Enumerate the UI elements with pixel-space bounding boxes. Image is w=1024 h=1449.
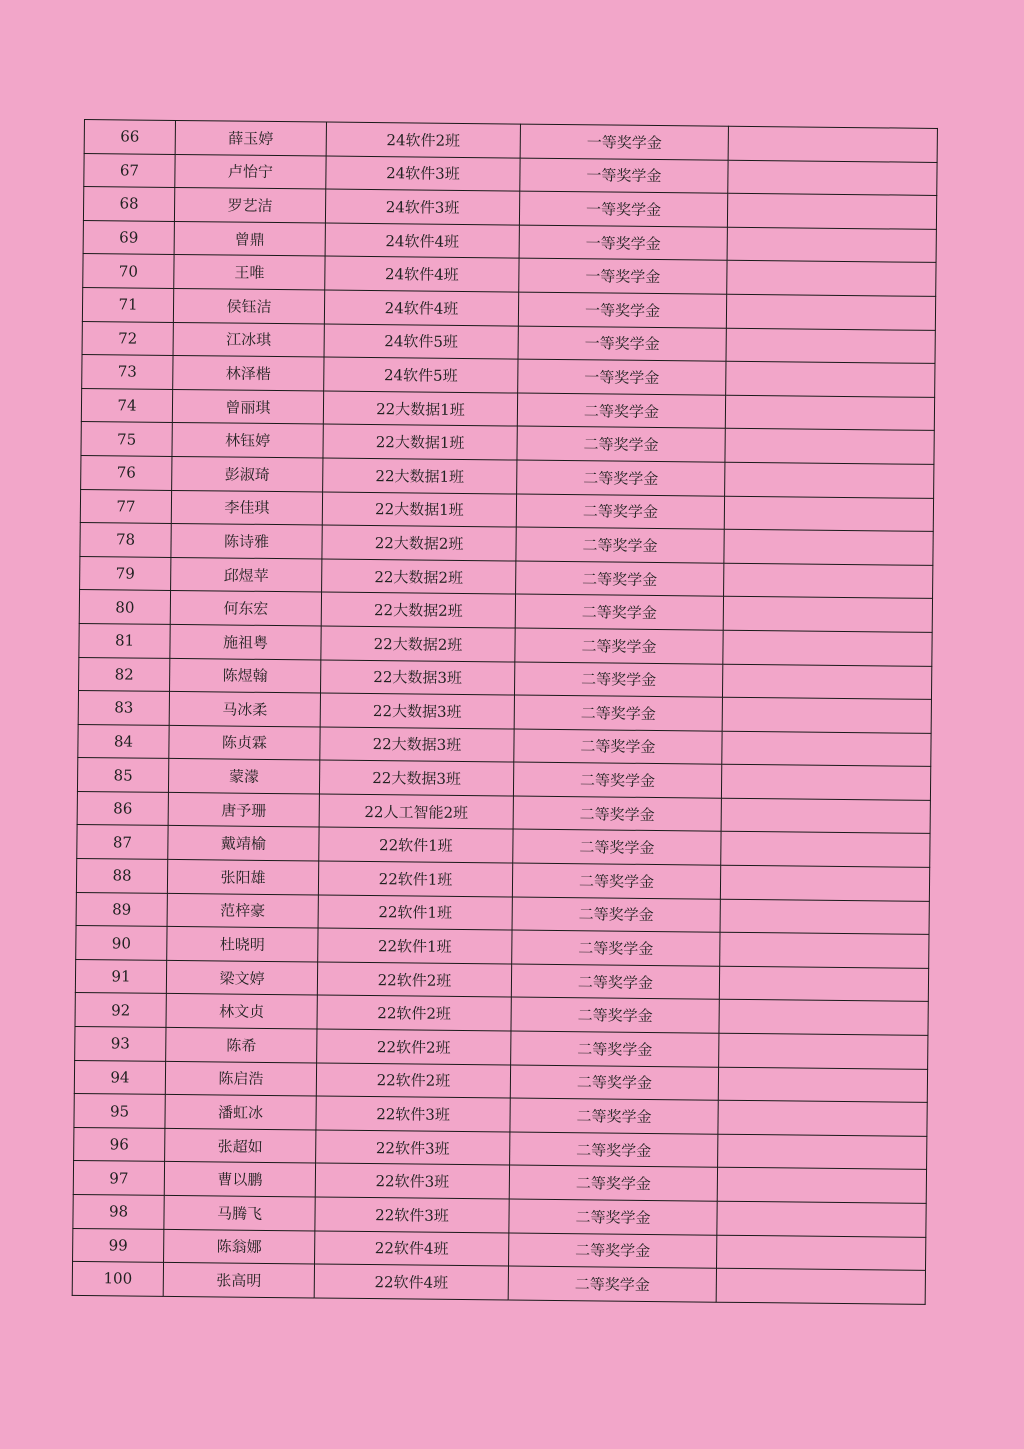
award-type: 二等奖学金 — [514, 695, 722, 731]
row-number: 80 — [79, 590, 170, 625]
remark-cell — [717, 1168, 926, 1204]
class-name: 24软件4班 — [325, 256, 519, 292]
remark-cell — [716, 1235, 925, 1271]
student-name: 张高明 — [163, 1263, 314, 1298]
remark-cell — [724, 529, 933, 565]
student-name: 王唯 — [174, 255, 325, 290]
award-type: 二等奖学金 — [510, 1132, 718, 1168]
class-name: 22软件3班 — [315, 1197, 509, 1233]
award-type: 二等奖学金 — [513, 762, 721, 798]
remark-cell — [722, 731, 931, 767]
student-name: 薛玉婷 — [175, 120, 326, 155]
award-type: 一等奖学金 — [518, 359, 726, 395]
remark-cell — [720, 865, 929, 901]
row-number: 72 — [82, 321, 173, 356]
student-name: 范梓豪 — [167, 893, 318, 928]
row-number: 96 — [74, 1127, 165, 1162]
student-name: 蒙濛 — [168, 759, 319, 794]
row-number: 68 — [83, 187, 174, 222]
remark-cell — [719, 1000, 928, 1036]
award-type: 二等奖学金 — [512, 930, 720, 966]
remark-cell — [718, 1100, 927, 1136]
remark-cell — [727, 193, 936, 229]
student-name: 林文贞 — [166, 994, 317, 1029]
remark-cell — [722, 697, 931, 733]
student-name: 何东宏 — [170, 591, 321, 626]
student-name: 侯钰洁 — [173, 288, 324, 323]
remark-cell — [719, 1033, 928, 1069]
row-number: 99 — [73, 1228, 164, 1263]
class-name: 22软件3班 — [315, 1163, 509, 1199]
remark-cell — [723, 597, 932, 633]
class-name: 24软件5班 — [324, 357, 518, 393]
remark-cell — [717, 1201, 926, 1237]
student-name: 杜晓明 — [167, 927, 318, 962]
award-type: 二等奖学金 — [511, 1031, 719, 1067]
award-type: 二等奖学金 — [509, 1233, 717, 1269]
row-number: 93 — [75, 1026, 166, 1061]
remark-cell — [728, 126, 937, 162]
class-name: 22软件1班 — [319, 827, 513, 863]
student-name: 施祖粤 — [170, 624, 321, 659]
student-name: 彭淑琦 — [172, 456, 323, 491]
class-name: 22软件2班 — [316, 1063, 510, 1099]
remark-cell — [719, 966, 928, 1002]
remark-cell — [726, 361, 935, 397]
row-number: 87 — [77, 825, 168, 860]
remark-cell — [727, 227, 936, 263]
remark-cell — [725, 462, 934, 498]
student-name: 戴靖榆 — [168, 826, 319, 861]
class-name: 22大数据1班 — [322, 492, 516, 528]
remark-cell — [726, 294, 935, 330]
student-name: 潘虹冰 — [165, 1095, 316, 1130]
row-number: 88 — [76, 859, 167, 894]
award-table-container — [72, 119, 932, 1305]
award-type: 二等奖学金 — [514, 662, 722, 698]
award-type: 二等奖学金 — [509, 1165, 717, 1201]
remark-cell — [721, 832, 930, 868]
remark-cell — [728, 160, 937, 196]
remark-cell — [725, 395, 934, 431]
class-name: 22软件1班 — [318, 928, 512, 964]
award-type: 一等奖学金 — [519, 225, 727, 261]
class-name: 22软件2班 — [317, 995, 511, 1031]
row-number: 90 — [76, 926, 167, 961]
award-type: 一等奖学金 — [518, 326, 726, 362]
student-name: 梁文婷 — [166, 960, 317, 995]
class-name: 22软件1班 — [318, 895, 512, 931]
class-name: 22大数据2班 — [321, 626, 515, 662]
row-number: 73 — [82, 355, 173, 390]
class-name: 24软件2班 — [326, 122, 520, 158]
student-name: 陈煜翰 — [170, 658, 321, 693]
remark-cell — [716, 1268, 925, 1304]
student-name: 张超如 — [165, 1128, 316, 1163]
student-name: 曾鼎 — [174, 221, 325, 256]
class-name: 22大数据2班 — [322, 559, 516, 595]
student-name: 张阳雄 — [167, 859, 318, 894]
remark-cell — [720, 932, 929, 968]
award-type: 二等奖学金 — [515, 628, 723, 664]
class-name: 22人工智能2班 — [319, 794, 513, 830]
award-type: 二等奖学金 — [511, 997, 719, 1033]
award-type: 一等奖学金 — [518, 292, 726, 328]
award-type: 二等奖学金 — [513, 796, 721, 832]
class-name: 24软件3班 — [325, 189, 519, 225]
award-type: 二等奖学金 — [516, 527, 724, 563]
row-number: 74 — [81, 388, 172, 423]
row-number: 91 — [75, 959, 166, 994]
remark-cell — [726, 328, 935, 364]
student-name: 邱煜苹 — [171, 557, 322, 592]
remark-cell — [720, 899, 929, 935]
award-type: 二等奖学金 — [510, 1065, 718, 1101]
row-number: 89 — [76, 892, 167, 927]
remark-cell — [727, 261, 936, 297]
student-name: 江冰琪 — [173, 322, 324, 357]
award-type: 一等奖学金 — [519, 258, 727, 294]
student-name: 陈希 — [166, 1027, 317, 1062]
remark-cell — [723, 630, 932, 666]
award-type: 一等奖学金 — [519, 191, 727, 227]
award-type: 二等奖学金 — [513, 830, 721, 866]
award-type: 二等奖学金 — [517, 393, 725, 429]
award-type: 二等奖学金 — [508, 1266, 716, 1302]
row-number: 92 — [75, 993, 166, 1028]
award-type: 二等奖学金 — [516, 494, 724, 530]
class-name: 24软件4班 — [325, 223, 519, 259]
award-type: 二等奖学金 — [512, 897, 720, 933]
remark-cell — [724, 563, 933, 599]
class-name: 22大数据3班 — [319, 760, 513, 796]
student-name: 卢怡宁 — [175, 154, 326, 189]
row-number: 98 — [73, 1194, 164, 1229]
row-number: 77 — [80, 489, 171, 524]
row-number: 75 — [81, 422, 172, 457]
row-number: 84 — [78, 724, 169, 759]
remark-cell — [724, 496, 933, 532]
class-name: 24软件4班 — [324, 290, 518, 326]
remark-cell — [725, 429, 934, 465]
student-name: 李佳琪 — [171, 490, 322, 525]
class-name: 22软件1班 — [318, 861, 512, 897]
row-number: 82 — [79, 657, 170, 692]
class-name: 22大数据2班 — [321, 592, 515, 628]
award-type: 二等奖学金 — [515, 594, 723, 630]
row-number: 94 — [74, 1060, 165, 1095]
award-type: 一等奖学金 — [520, 124, 728, 160]
row-number: 69 — [83, 220, 174, 255]
award-table — [72, 119, 938, 1305]
row-number: 70 — [83, 254, 174, 289]
student-name: 陈诗雅 — [171, 524, 322, 559]
class-name: 22软件4班 — [314, 1264, 508, 1300]
award-type: 二等奖学金 — [512, 863, 720, 899]
class-name: 22大数据3班 — [320, 727, 514, 763]
row-number: 71 — [82, 287, 173, 322]
class-name: 22大数据2班 — [322, 525, 516, 561]
row-number: 86 — [77, 791, 168, 826]
student-name: 马腾飞 — [164, 1195, 315, 1230]
award-type: 一等奖学金 — [520, 158, 728, 194]
class-name: 22软件4班 — [315, 1231, 509, 1267]
award-type: 二等奖学金 — [514, 729, 722, 765]
student-name: 陈翁娜 — [164, 1229, 315, 1264]
row-number: 83 — [78, 691, 169, 726]
remark-cell — [721, 764, 930, 800]
award-type: 二等奖学金 — [517, 460, 725, 496]
student-name: 马冰柔 — [169, 692, 320, 727]
row-number: 97 — [73, 1161, 164, 1196]
student-name: 林钰婷 — [172, 423, 323, 458]
award-type: 二等奖学金 — [517, 426, 725, 462]
award-type: 二等奖学金 — [511, 964, 719, 1000]
award-type: 二等奖学金 — [516, 561, 724, 597]
row-number: 66 — [84, 120, 175, 155]
student-name: 陈贞霖 — [169, 725, 320, 760]
remark-cell — [722, 664, 931, 700]
student-name: 罗艺洁 — [174, 188, 325, 223]
student-name: 陈启浩 — [165, 1061, 316, 1096]
row-number: 100 — [72, 1262, 163, 1297]
remark-cell — [721, 798, 930, 834]
class-name: 22软件2班 — [317, 1029, 511, 1065]
class-name: 22大数据1班 — [323, 391, 517, 427]
row-number: 79 — [80, 556, 171, 591]
award-table-body — [72, 120, 937, 1305]
class-name: 24软件5班 — [324, 324, 518, 360]
row-number: 95 — [74, 1094, 165, 1129]
remark-cell — [718, 1067, 927, 1103]
class-name: 22大数据1班 — [323, 458, 517, 494]
student-name: 曹以鹏 — [164, 1162, 315, 1197]
student-name: 曾丽琪 — [172, 389, 323, 424]
class-name: 24软件3班 — [326, 156, 520, 192]
remark-cell — [718, 1134, 927, 1170]
row-number: 67 — [84, 153, 175, 188]
class-name: 22大数据1班 — [323, 424, 517, 460]
row-number: 78 — [80, 523, 171, 558]
class-name: 22软件2班 — [317, 962, 511, 998]
row-number: 81 — [79, 623, 170, 658]
student-name: 林泽楷 — [173, 356, 324, 391]
award-type: 二等奖学金 — [509, 1199, 717, 1235]
class-name: 22大数据3班 — [320, 693, 514, 729]
row-number: 85 — [77, 758, 168, 793]
class-name: 22软件3班 — [316, 1130, 510, 1166]
student-name: 唐予珊 — [168, 792, 319, 827]
row-number: 76 — [81, 455, 172, 490]
award-type: 二等奖学金 — [510, 1098, 718, 1134]
class-name: 22软件3班 — [316, 1096, 510, 1132]
class-name: 22大数据3班 — [321, 660, 515, 696]
